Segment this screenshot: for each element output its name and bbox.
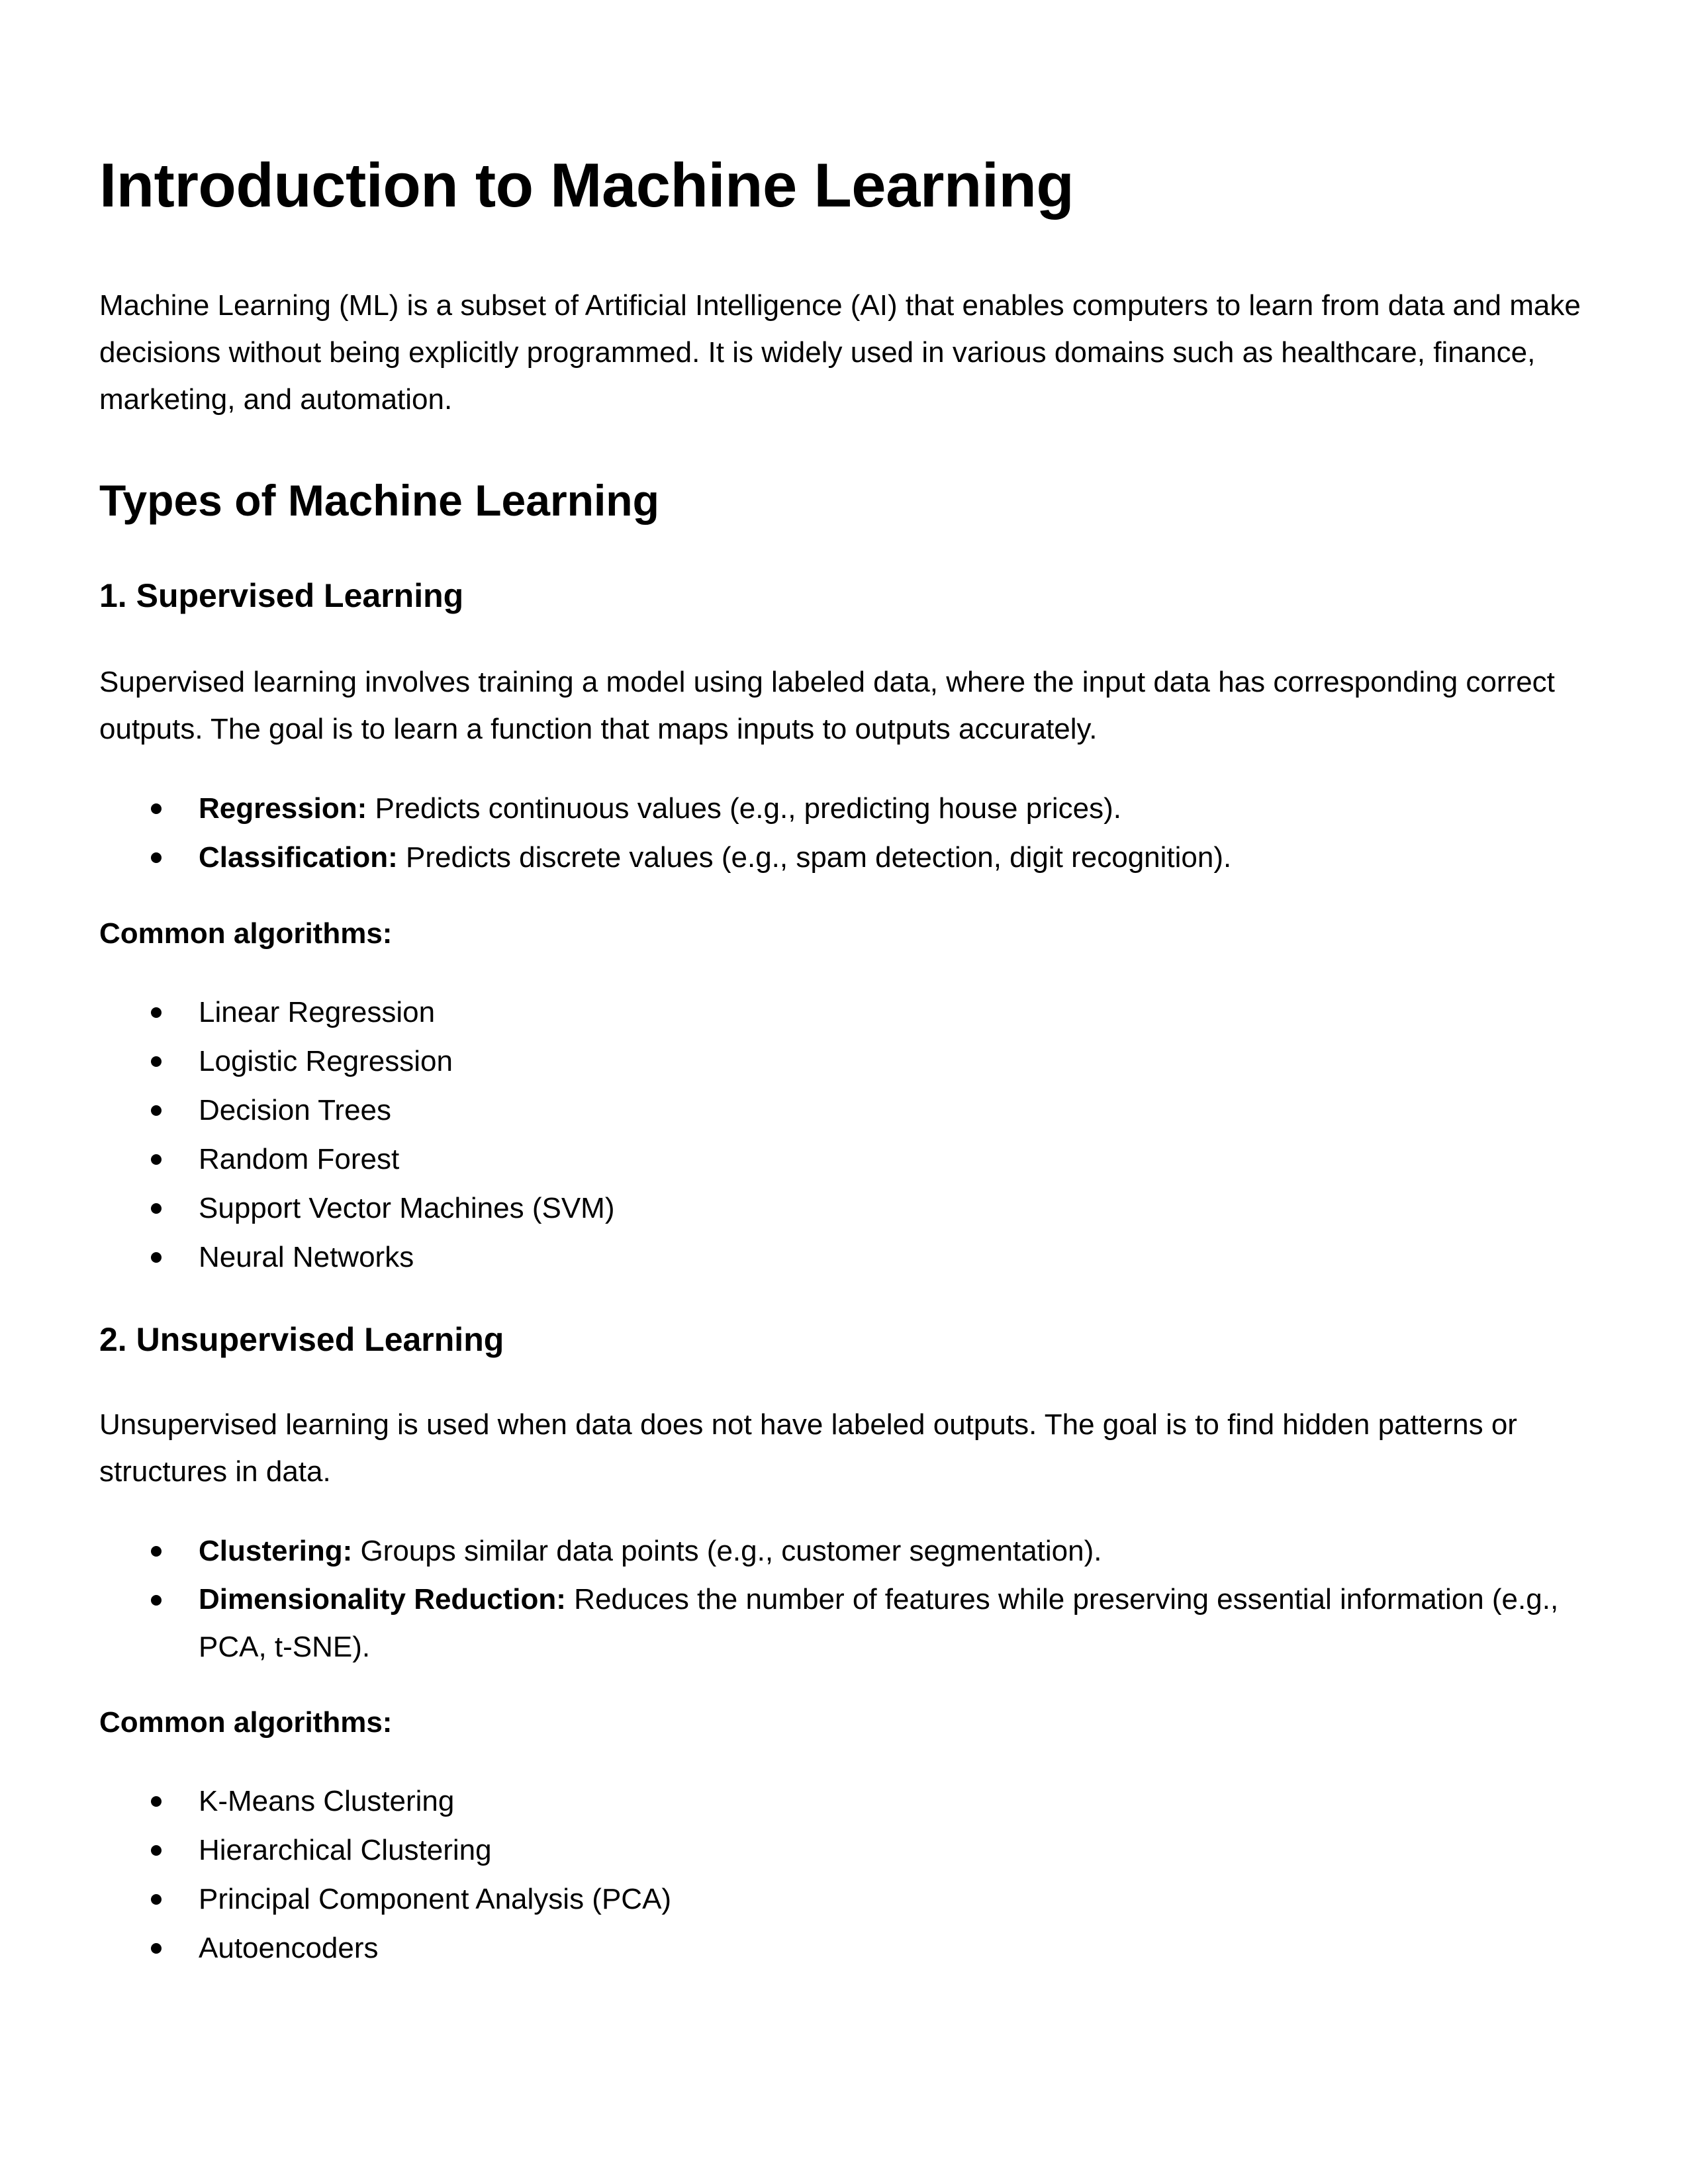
unsupervised-kinds-list bbox=[99, 1527, 1589, 1671]
list-item bbox=[99, 1875, 1589, 1924]
bullet-icon bbox=[151, 1796, 162, 1807]
algorithm-name: Principal Component Analysis (PCA) bbox=[199, 1883, 672, 1915]
supervised-description: Supervised learning involves training a model using labeled data, where the input data has corresponding correct outputs. The goal is to learn a function that maps inputs to outputs accurately. bbox=[99, 666, 1555, 745]
algorithm-name: Linear Regression bbox=[199, 996, 436, 1028]
bullet-icon bbox=[151, 1105, 162, 1116]
common-algorithms-label: Common algorithms: bbox=[99, 917, 393, 950]
list-item bbox=[99, 1826, 1589, 1875]
bullet-icon bbox=[151, 1007, 162, 1018]
list-item-classification bbox=[99, 833, 1589, 882]
supervised-algorithms-list bbox=[99, 988, 1589, 1282]
list-item bbox=[99, 1037, 1589, 1086]
algorithm-name: Autoencoders bbox=[199, 1932, 379, 1964]
document-title: Introduction to Machine Learning bbox=[99, 150, 1074, 220]
term-text: Predicts discrete values (e.g., spam detection, digit recognition). bbox=[397, 841, 1232, 874]
term-label: Clustering: bbox=[199, 1535, 353, 1567]
list-item-regression bbox=[99, 784, 1589, 833]
unsupervised-description: Unsupervised learning is used when data does not have labeled outputs. The goal is to find hidden patterns or structures in data. bbox=[99, 1408, 1517, 1488]
bullet-icon bbox=[151, 1252, 162, 1263]
bullet-icon bbox=[151, 1056, 162, 1067]
list-item bbox=[99, 1184, 1589, 1233]
document-page bbox=[99, 146, 1589, 1973]
bullet-icon bbox=[151, 1154, 162, 1165]
bullet-icon bbox=[151, 1894, 162, 1905]
list-item-dimensionality-reduction bbox=[99, 1576, 1589, 1671]
unsupervised-algorithms-list bbox=[99, 1777, 1589, 1973]
list-item-clustering bbox=[99, 1527, 1589, 1576]
list-item bbox=[99, 1233, 1589, 1282]
bullet-icon bbox=[151, 852, 162, 863]
bullet-icon bbox=[151, 1546, 162, 1557]
term-text: Predicts continuous values (e.g., predicting house prices). bbox=[367, 792, 1121, 825]
term-text: Groups similar data points (e.g., customer segmentation). bbox=[352, 1535, 1102, 1567]
algorithm-name: Random Forest bbox=[199, 1143, 400, 1175]
algorithm-name: Hierarchical Clustering bbox=[199, 1834, 492, 1866]
bullet-icon bbox=[151, 1845, 162, 1856]
bullet-icon bbox=[151, 803, 162, 814]
term-label: Classification: bbox=[199, 841, 398, 874]
intro-paragraph: Machine Learning (ML) is a subset of Artificial Intelligence (AI) that enables computers to learn from data and make decisions without being explicitly programmed. It is widely used in various domains such as healthcare, finance, marketing, and automation. bbox=[99, 289, 1581, 416]
algorithm-name: Logistic Regression bbox=[199, 1045, 453, 1077]
list-item bbox=[99, 988, 1589, 1037]
supervised-kinds-list bbox=[99, 784, 1589, 882]
bullet-icon bbox=[151, 1203, 162, 1214]
list-item bbox=[99, 1777, 1589, 1826]
algorithm-name: Neural Networks bbox=[199, 1241, 414, 1273]
list-item bbox=[99, 1135, 1589, 1184]
list-item bbox=[99, 1086, 1589, 1135]
unsupervised-heading: 2. Unsupervised Learning bbox=[99, 1321, 504, 1358]
term-text: Reduces the number of features while preserving essential information (e.g., PCA, t-SNE). bbox=[199, 1583, 1559, 1663]
algorithm-name: K-Means Clustering bbox=[199, 1785, 455, 1817]
list-item bbox=[99, 1924, 1589, 1973]
types-heading: Types of Machine Learning bbox=[99, 476, 659, 525]
algorithm-name: Decision Trees bbox=[199, 1094, 392, 1126]
bullet-icon bbox=[151, 1943, 162, 1954]
term-label: Dimensionality Reduction: bbox=[199, 1583, 566, 1615]
supervised-heading: 1. Supervised Learning bbox=[99, 577, 464, 614]
algorithm-name: Support Vector Machines (SVM) bbox=[199, 1192, 615, 1224]
common-algorithms-label: Common algorithms: bbox=[99, 1706, 393, 1739]
term-label: Regression: bbox=[199, 792, 367, 825]
bullet-icon bbox=[151, 1595, 162, 1606]
